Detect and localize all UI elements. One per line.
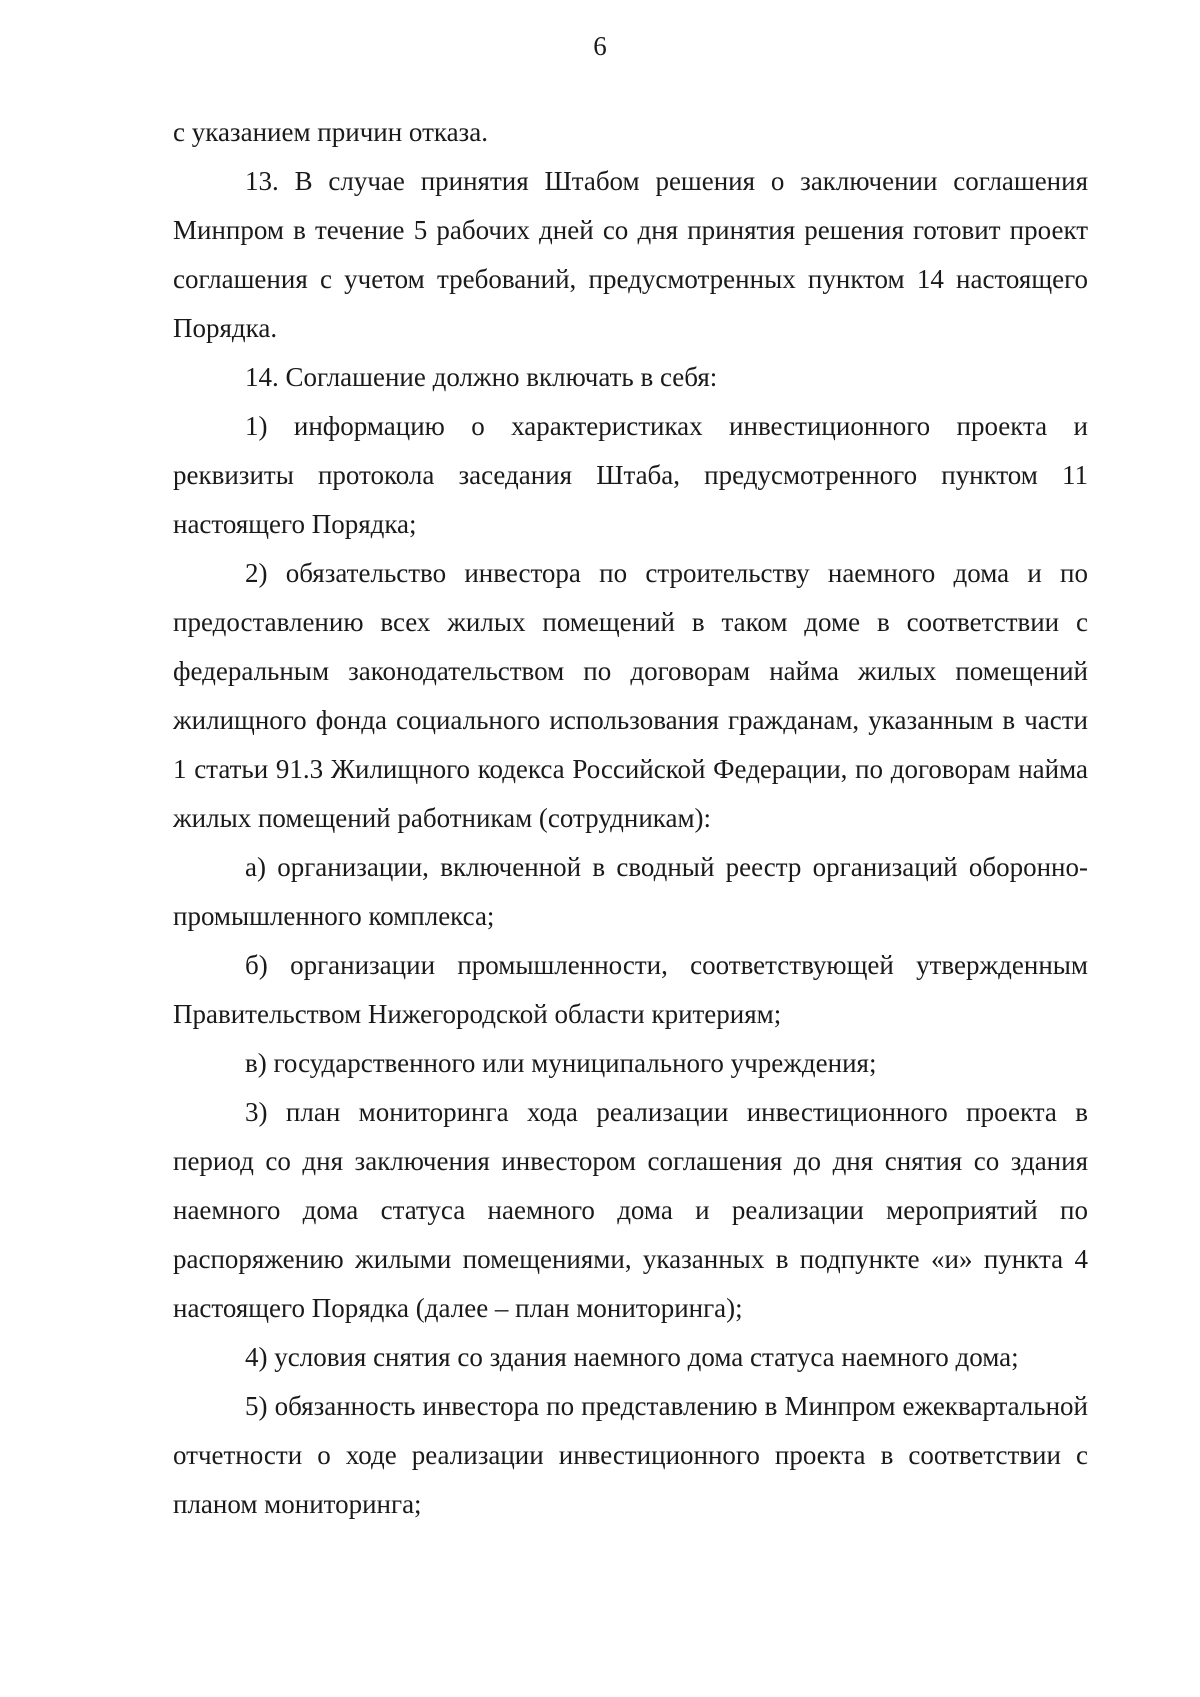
subitem-v: в) государственного или муниципального учреждения; xyxy=(245,1048,877,1078)
item-4: 4) условия снятия со здания наемного дома статуса наемного дома; xyxy=(245,1342,1019,1372)
document-body xyxy=(173,108,1088,1529)
paragraph-14: 14. Соглашение должно включать в себя: xyxy=(245,362,718,392)
paragraph-continuation: с указанием причин отказа. xyxy=(173,117,488,147)
page-number: 6 xyxy=(593,31,607,61)
subitem-a: а) организации, включенной в сводный реестр организаций оборонно-промышленного комплекса; xyxy=(173,852,1088,931)
subitem-b: б) организации промышленности, соответствующей утвержденным Правительством Нижегородской области критериям; xyxy=(173,950,1088,1029)
item-3: 3) план мониторинга хода реализации инвестиционного проекта в период со дня заключения инвестором соглашения до дня снятия со здания наемного дома статуса наемного дома и реализации мероприятий по распоряжению жилыми помещениями, указанных в подпункте «и» пункта 4 настоящего Порядка (далее – план мониторинга); xyxy=(173,1097,1088,1323)
item-5: 5) обязанность инвестора по представлению в Минпром ежеквартальной отчетности о ходе реализации инвестиционного проекта в соответствии с планом мониторинга; xyxy=(173,1391,1088,1519)
paragraph-13: 13. В случае принятия Штабом решения о заключении соглашения Минпром в течение 5 рабочих дней со дня принятия решения готовит проект соглашения с учетом требований, предусмотренных пунктом 14 настоящего Порядка. xyxy=(173,166,1088,343)
item-1: 1) информацию о характеристиках инвестиционного проекта и реквизиты протокола заседания Штаба, предусмотренного пунктом 11 настоящего Порядка; xyxy=(173,411,1088,539)
item-2: 2) обязательство инвестора по строительству наемного дома и по предоставлению всех жилых помещений в таком доме в соответствии с федеральным законодательством по договорам найма жилых помещений жилищного фонда социального использования гражданам, указанным в части 1 статьи 91.3 Жилищного кодекса Российской Федерации, по договорам найма жилых помещений работникам (сотрудникам): xyxy=(173,558,1088,833)
